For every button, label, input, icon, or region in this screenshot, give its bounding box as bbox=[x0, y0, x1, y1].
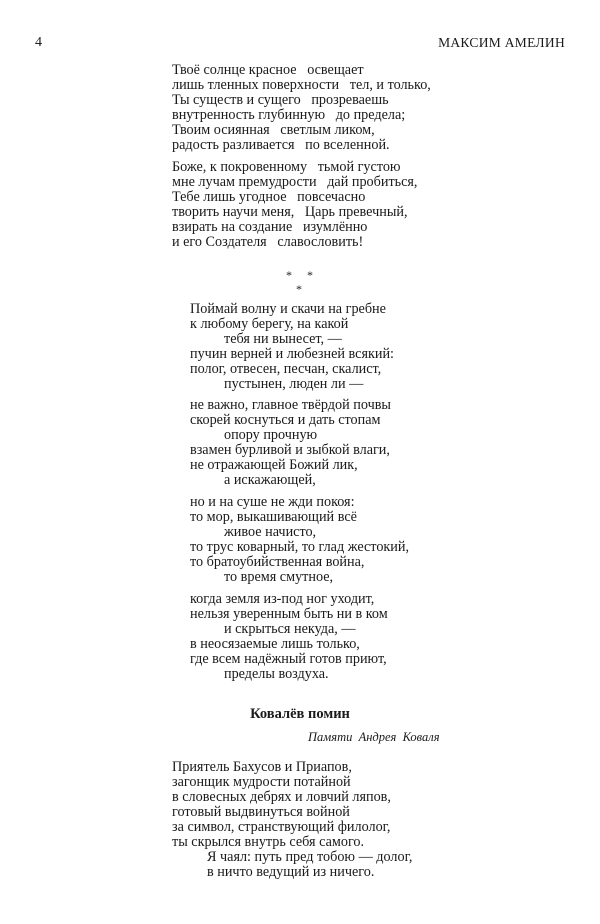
verse-line: ты скрылся внутрь себя самого. bbox=[172, 834, 365, 850]
page-number: 4 bbox=[35, 35, 42, 50]
verse-line: то братоубийственная война, bbox=[190, 554, 365, 570]
verse-line: и скрыться некуда, — bbox=[224, 621, 356, 637]
verse-line: за символ, странствующий филолог, bbox=[172, 819, 391, 835]
verse-line: полог, отвесен, песчан, скалист, bbox=[190, 361, 382, 377]
verse-line: пучин верней и любезней всякий: bbox=[190, 346, 395, 362]
verse-line: и его Создателя славословить! bbox=[172, 234, 364, 250]
verse-line: в неосязаемые лишь только, bbox=[190, 636, 360, 652]
running-head: МАКСИМ АМЕЛИН bbox=[438, 35, 565, 50]
verse-line: Тебе лишь угодное повсечасно bbox=[172, 189, 366, 205]
verse-line: лишь тленных поверхности тел, и только, bbox=[172, 77, 431, 93]
verse-line: а искажающей, bbox=[224, 472, 316, 488]
verse-line: не отражающей Божий лик, bbox=[190, 457, 358, 473]
verse-line: взирать на создание изумлённо bbox=[172, 219, 368, 235]
verse-line: внутренность глубинную до предела; bbox=[172, 107, 406, 123]
verse-line: где всем надёжный готов приют, bbox=[190, 651, 387, 667]
verse-line: Приятель Бахусов и Приапов, bbox=[172, 759, 352, 775]
verse-line: пустынен, люден ли — bbox=[224, 376, 364, 392]
verse-line: нельзя уверенным быть ни в ком bbox=[190, 606, 388, 622]
verse-line: не важно, главное твёрдой почвы bbox=[190, 397, 391, 413]
verse-line: Поймай волну и скачи на гребне bbox=[190, 301, 386, 317]
verse-line: Твоим осиянная светлым ликом, bbox=[172, 122, 375, 138]
asterisk: * bbox=[296, 282, 302, 296]
verse-line: но и на суше не жди покоя: bbox=[190, 494, 355, 510]
verse-line: опору прочную bbox=[224, 427, 318, 443]
verse-line: загонщик мудрости потайной bbox=[172, 774, 351, 790]
verse-line: то трус коварный, то глад жестокий, bbox=[190, 539, 410, 555]
verse-line: скорей коснуться и дать стопам bbox=[190, 412, 381, 428]
verse-line: тебя ни вынесет, — bbox=[224, 331, 342, 347]
verse-line: живое начисто, bbox=[224, 524, 317, 540]
verse-line: Я чаял: путь пред тобою — долог, bbox=[207, 849, 413, 865]
verse-line: в ничто ведущий из ничего. bbox=[207, 864, 375, 880]
verse-line: взамен бурливой и зыбкой влаги, bbox=[190, 442, 390, 458]
verse-line: готовый выдвинуться войной bbox=[172, 804, 350, 820]
verse-line: когда земля из-под ног уходит, bbox=[190, 591, 375, 607]
verse-line: творить научи меня, Царь превечный, bbox=[172, 204, 408, 220]
poem-title: Ковалёв помин bbox=[250, 706, 350, 722]
poem-dedication: Памяти Андрея Коваля bbox=[308, 730, 440, 744]
verse-line: радость разливается по вселенной. bbox=[172, 137, 390, 153]
verse-line: мне лучам премудрости дай пробиться, bbox=[172, 174, 418, 190]
verse-line: в словесных дебрях и ловчий ляпов, bbox=[172, 789, 391, 805]
asterisk: * bbox=[307, 268, 313, 282]
verse-line: то мор, выкашивающий всё bbox=[190, 509, 357, 525]
verse-line: к любому берегу, на какой bbox=[190, 316, 349, 332]
asterisk: * bbox=[286, 268, 292, 282]
verse-line: Твоё солнце красное освещает bbox=[172, 62, 364, 78]
verse-line: то время смутное, bbox=[224, 569, 334, 585]
verse-line: Боже, к покровенному тьмой густою bbox=[172, 159, 401, 175]
verse-line: Ты существ и сущего прозреваешь bbox=[172, 92, 389, 108]
verse-line: пределы воздуха. bbox=[224, 666, 329, 682]
